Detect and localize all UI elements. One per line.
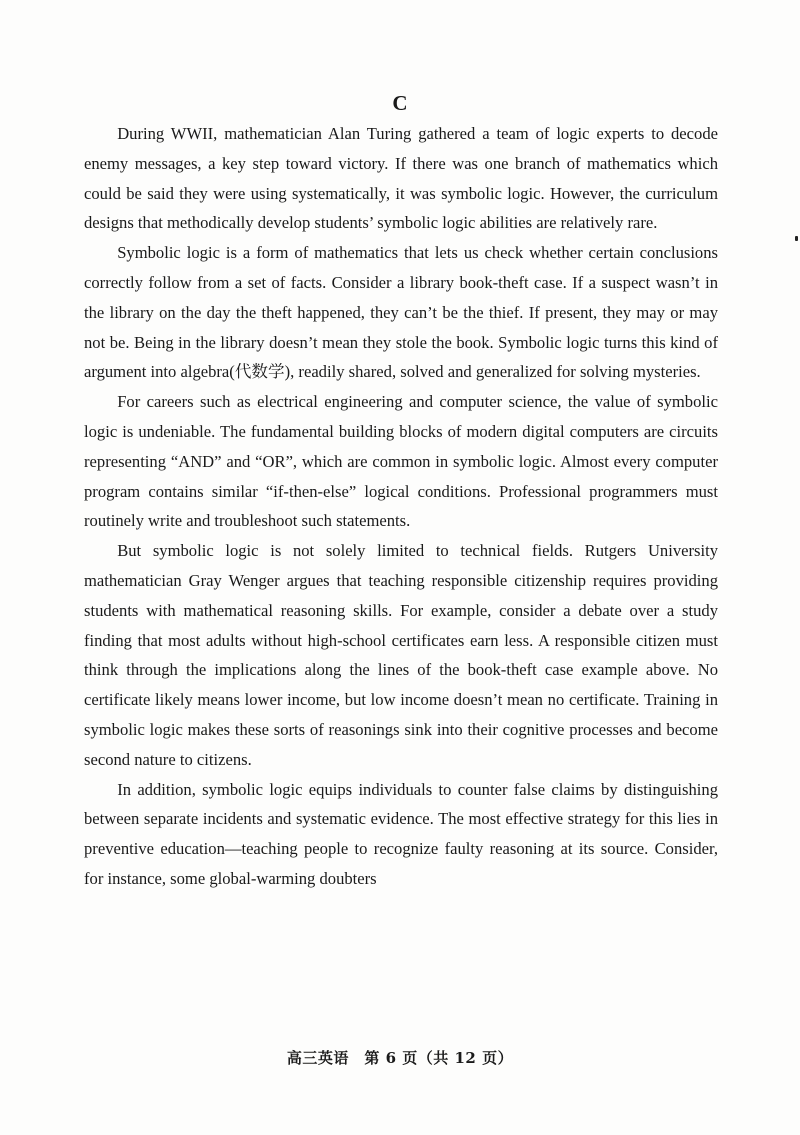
paragraph-5: In addition, symbolic logic equips individuals to counter false claims by distinguishing between separate incidents and systematic evidence. The most effective strategy for this lies in preventive education—teaching people to recognize faulty reasoning at its source. Consider, for instance, some global-warming doubters (84, 779, 718, 888)
page-footer: 高三英语 第 6 页（共 12 页） (286, 1049, 514, 1067)
margin-mark (795, 236, 798, 241)
paragraph-2: Symbolic logic is a form of mathematics that lets us check whether certain conclusions correctly follow from a set of facts. Consider a library book-theft case. If a suspect wasn’t in the library on the day the theft happened, they can’t be the thief. If present, they may or may not be. Being in the library doesn’t mean they stole the book. Symbolic logic turns this kind of argument into algebra(代数学), readily shared, solved and generalized for solving mysteries. (84, 243, 718, 382)
reading-passage (84, 119, 718, 894)
paragraph-1: During WWII, mathematician Alan Turing gathered a team of logic experts to decode enemy messages, a key step toward victory. If there was one branch of mathematics which could be said they were using systematically, it was symbolic logic. However, the curriculum designs that methodically develop students’ symbolic logic abilities are relatively rare. (84, 124, 718, 233)
paragraph-4: But symbolic logic is not solely limited to technical fields. Rutgers University mathematician Gray Wenger argues that teaching responsible citizenship requires providing students with mathematical reasoning skills. For example, consider a debate over a study finding that most adults without high-school certificates earn less. A responsible citizen must think through the implications along the lines of the book-theft case example above. No certificate likely means lower income, but low income doesn’t mean no certificate. Training in symbolic logic makes these sorts of reasonings sink into their cognitive processes and become second nature to citizens. (84, 541, 718, 769)
paragraph-3: For careers such as electrical engineering and computer science, the value of symbolic logic is undeniable. The fundamental building blocks of modern digital computers are circuits representing “AND” and “OR”, which are common in symbolic logic. Almost every computer program contains similar “if-then-else” logical conditions. Professional programmers must routinely write and troubleshoot such statements. (84, 392, 718, 531)
section-heading: C (392, 91, 408, 115)
